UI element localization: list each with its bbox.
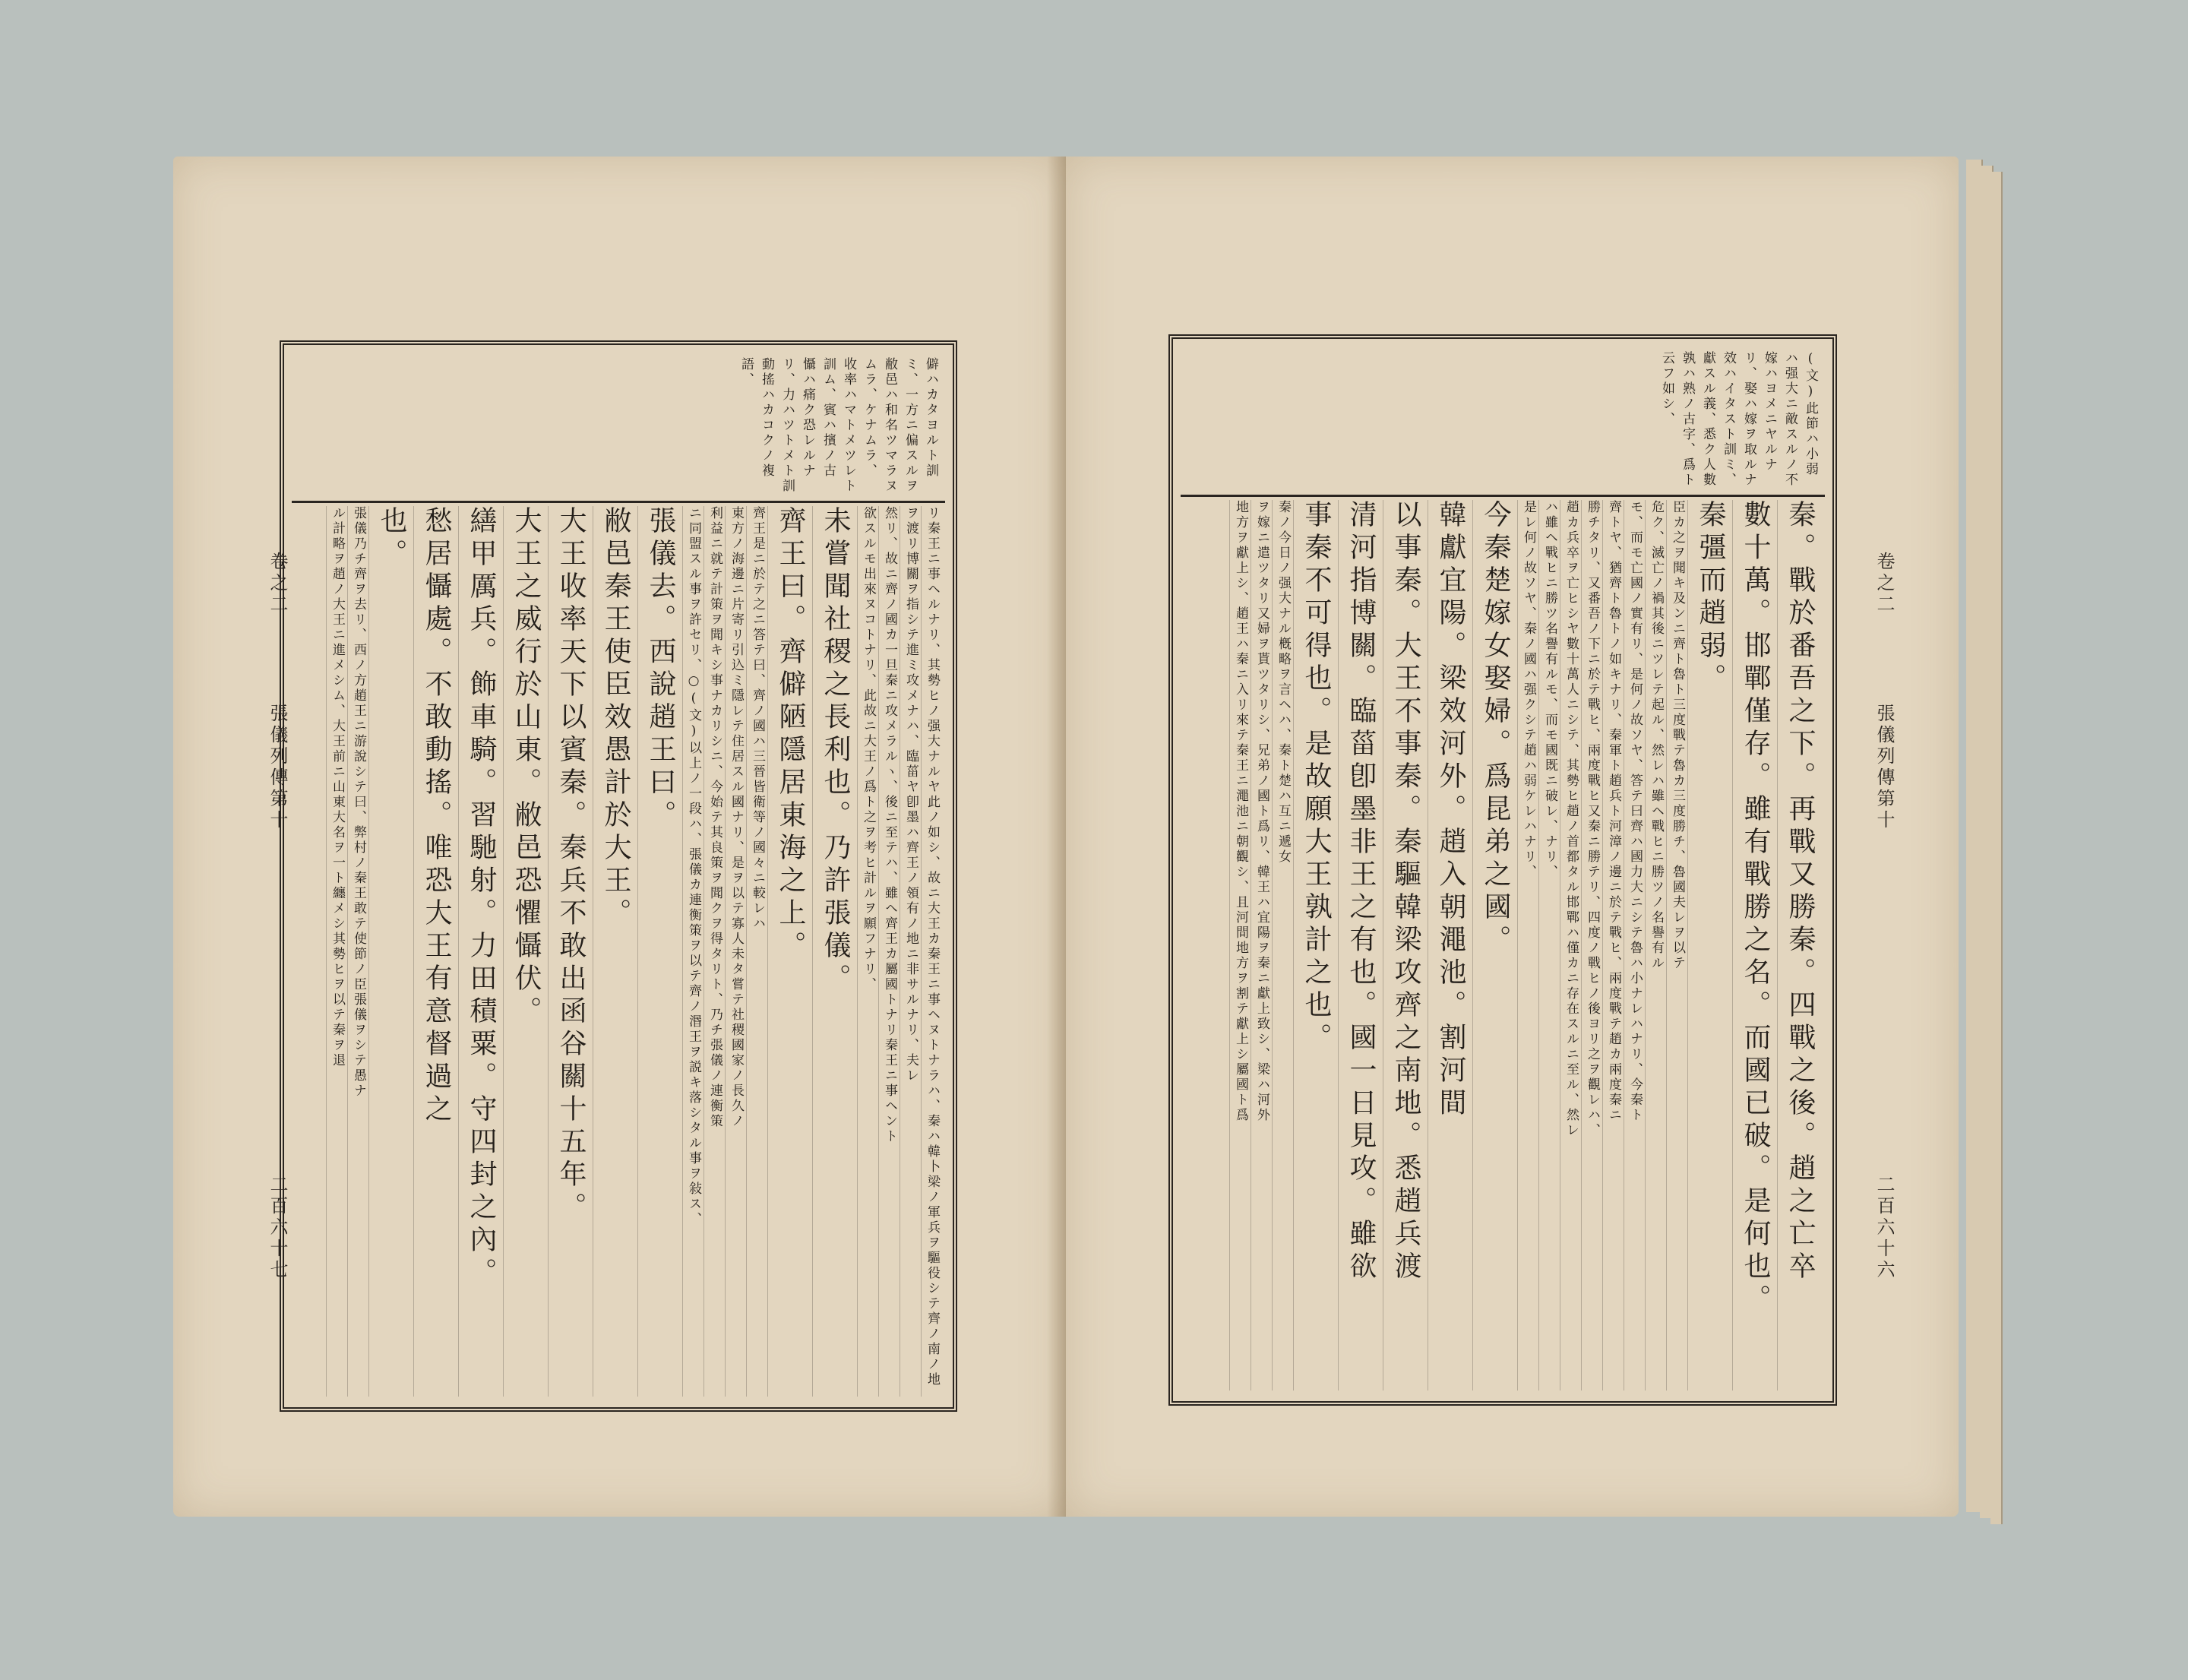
text-column: リ秦王ニ事ヘルナリ、其勢ヒノ强大ナルヤ此ノ如シ、故ニ大王カ秦王ニ事ヘヌトナラハ、秦ハ韓卜梁ノ軍兵ヲ驅役シテ齊ノ南ノ地 (921, 506, 942, 1397)
right-page (1066, 157, 1959, 1517)
text-column: 東方ノ海邊ニ片寄リ引込ミ隱レテ住居スル國ナリ、是ヲ以テ寡人未タ嘗テ社稷國家ノ長久ノ (725, 506, 746, 1397)
headnote: 嫁ハヨメニヤルナリ、娶ハ嫁ヲ取ルナ (1741, 351, 1777, 488)
text-column: 危ク、滅亡ノ禍其後ニツレテ起ル、然レハ雖ヘ戰ヒニ勝ツノ名譽有ル (1645, 500, 1666, 1391)
text-column: ニ同盟スル事ヲ許セリ、○(文)以上ノ一段ハ、張儀カ連衡策ヲ以テ齊ノ湣王ヲ説キ落シタル事ヲ敍ス、 (682, 506, 704, 1397)
left-notes-area (292, 353, 945, 503)
text-column: 然リ、故ニ齊ノ國カ一旦秦ニ攻メラルヽ、後ニ至テハ、雖ヘ齊王カ屬國トナリ秦王ニ事ヘント (878, 506, 900, 1397)
right-chapter-title: 張儀列傳第十 (1873, 704, 1895, 831)
text-column: モ、而モ亡國ノ實有リ、是何ノ故ソヤ、答テ曰齊ハ國力大ニシテ魯ハ小ナレハナリ、今秦ト (1624, 500, 1645, 1391)
text-column: 敝邑秦王使臣效愚計於大王。 (593, 506, 637, 1397)
text-column: 清河指博關。臨菑卽墨非王之有也。國一日見攻。雖欲 (1338, 500, 1383, 1391)
text-column: 秦。戰於番吾之下。再戰又勝秦。四戰之後。趙之亡卒 (1777, 500, 1822, 1391)
text-column: 是レ何ノ故ソヤ、秦ノ國ハ强クシテ趙ハ弱ケレハナリ、 (1517, 500, 1538, 1391)
text-column: 張儀去。西說趙王曰。 (637, 506, 682, 1397)
text-column: 韓獻宜陽。梁效河外。趙入朝澠池。割河間 (1428, 500, 1472, 1391)
text-column: 齊トヤ、猶齊ト魯トノ如キナリ、秦軍ト趙兵ト河漳ノ邊ニ於テ戰ヒ、兩度戰テ趙カ兩度秦ニ (1602, 500, 1624, 1391)
text-column: 張儀乃チ齊ヲ去リ、西ノ方趙王ニ游說シテ曰、弊村ノ秦王敢テ使節ノ臣張儀ヲシテ愚ナ (347, 506, 368, 1397)
text-column: 地方ヲ獻上シ、趙王ハ秦ニ入リ來テ秦王ニ澠池ニ朝觀シ、且河間地方ヲ割テ獻上シ屬國ト爲 (1229, 500, 1251, 1391)
right-page-number: 二百六十六 (1873, 1175, 1895, 1281)
right-running-head: 卷之二 (1873, 552, 1895, 615)
text-column: ヲ嫁ニ遣ツタリ又婦ヲ貰ツタリシ、兄弟ノ國ト爲リ、韓王ハ宜陽ヲ秦ニ獻上致シ、梁ハ河外 (1251, 500, 1272, 1391)
open-book (173, 150, 2004, 1526)
text-column: 秦彊而趙弱。 (1687, 500, 1732, 1391)
text-column: 齊王曰。齊僻陋隱居東海之上。 (767, 506, 812, 1397)
headnote: 孰ハ熟ノ古字、爲ト云フ如シ、 (1659, 351, 1695, 488)
right-notes-area (1181, 346, 1825, 497)
headnote: 僻ハカタヨルト訓ミ、一方ニ偏スルヲ (903, 357, 938, 494)
headnote: (文)此節ハ小弱ハ强大ニ敵スルノ不 (1782, 351, 1818, 488)
headnote: 敝邑ハ和名ツマラヌムラ、ケナムラ、 (862, 357, 897, 494)
text-column: 以事秦。大王不事秦。秦驅韓梁攻齊之南地。悉趙兵渡 (1383, 500, 1428, 1391)
text-column: 事秦不可得也。是故願大王孰計之也。 (1293, 500, 1338, 1391)
left-notes (296, 357, 941, 496)
text-column: 未嘗聞社稷之長利也。乃許張儀。 (812, 506, 857, 1397)
text-column: 也。 (368, 506, 413, 1397)
right-text-frame (1168, 334, 1837, 1406)
text-column: 數十萬。邯鄲僅存。雖有戰勝之名。而國已破。是何也。 (1732, 500, 1777, 1391)
left-text-columns (295, 506, 942, 1397)
left-page-number: 二百六十七 (267, 1175, 288, 1281)
text-column: 勝チタリ、又番吾ノ下ニ於テ戰ヒ、兩度戰ヒ又秦ニ勝テリ、四度ノ戰ヒノ後ヨリ之ヲ觀レハ、 (1581, 500, 1602, 1391)
page-stack-edge (1990, 172, 2003, 1524)
left-text-frame (280, 340, 957, 1412)
headnote: 動搖ハカコクノ複語、 (738, 357, 774, 479)
left-page (173, 157, 1066, 1517)
right-notes (1185, 351, 1820, 490)
headnote: 收率ハマトメツレト訓ム、賓ハ擯ノ古 (820, 357, 856, 494)
text-column: 今秦楚嫁女娶婦。爲昆弟之國。 (1472, 500, 1517, 1391)
text-column: 臣カ之ヲ聞キ及ンニ齊ト魯ト三度戰テ魯カ三度勝チ、魯國夫レヲ以テ (1666, 500, 1687, 1391)
text-column: 趙カ兵卒ヲ亡ヒシヤ數十萬人ニシテ、其勢ヒ趙ノ首都タル邯鄲ハ僅カニ存在スルニ至ル、然レ (1560, 500, 1581, 1391)
text-column: 齊王是ニ於テ之ニ答テ曰、齊ノ國ハ三晉皆衛等ノ國々ニ較レハ (746, 506, 767, 1397)
text-column: 欲スルモ出來ヌコトナリ、此故ニ大王ノ爲ト之ヲ考ヒ計ルヲ願フナリ、 (857, 506, 878, 1397)
headnote: 懾ハ痛ク恐レルナリ、力ハツトメト訓 (779, 357, 815, 494)
text-column: 利益ニ就テ計策ヲ聞キシ事ナカリシニ、今始テ其良策ヲ聞クヲ得タリト、乃チ張儀ノ連衡策 (704, 506, 725, 1397)
text-column: 大王之威行於山東。敝邑恐懼懾伏。 (503, 506, 548, 1397)
left-running-head: 卷之二 (267, 552, 288, 615)
left-chapter-title: 張儀列傳第十 (267, 704, 288, 831)
text-column: 秦ノ今日ノ强大ナル槪略ヲ言ヘハ、秦ト楚ハ互ニ遞女 (1272, 500, 1293, 1391)
text-column: ル計略ヲ趙ノ大王ニ進メシム、大王前ニ山東大名ヲ一ト纏メシ其勢ヒヲ以テ秦ヲ退 (326, 506, 347, 1397)
text-column: ヲ渡リ博關ヲ指シテ進ミ攻メナハ、臨菑ヤ卽墨ハ齊王ノ領有ノ地ニ非サルナリ、夫レ (900, 506, 921, 1397)
headnote: 效ハイタスト訓ミ、獻スル義、悉ク人數 (1700, 351, 1736, 488)
right-text-columns (1184, 500, 1822, 1391)
text-column: 大王收率天下以賓秦。秦兵不敢出函谷關十五年。 (548, 506, 593, 1397)
text-column: 愁居懾處。不敢動搖。唯恐大王有意督過之 (413, 506, 458, 1397)
text-column: ハ雖ヘ戰ヒニ勝ツ名譽有ルモ、而モ國既ニ破レ、ナリ、 (1538, 500, 1560, 1391)
text-column: 繕甲厲兵。飾車騎。習馳射。力田積粟。守四封之內。 (458, 506, 503, 1397)
